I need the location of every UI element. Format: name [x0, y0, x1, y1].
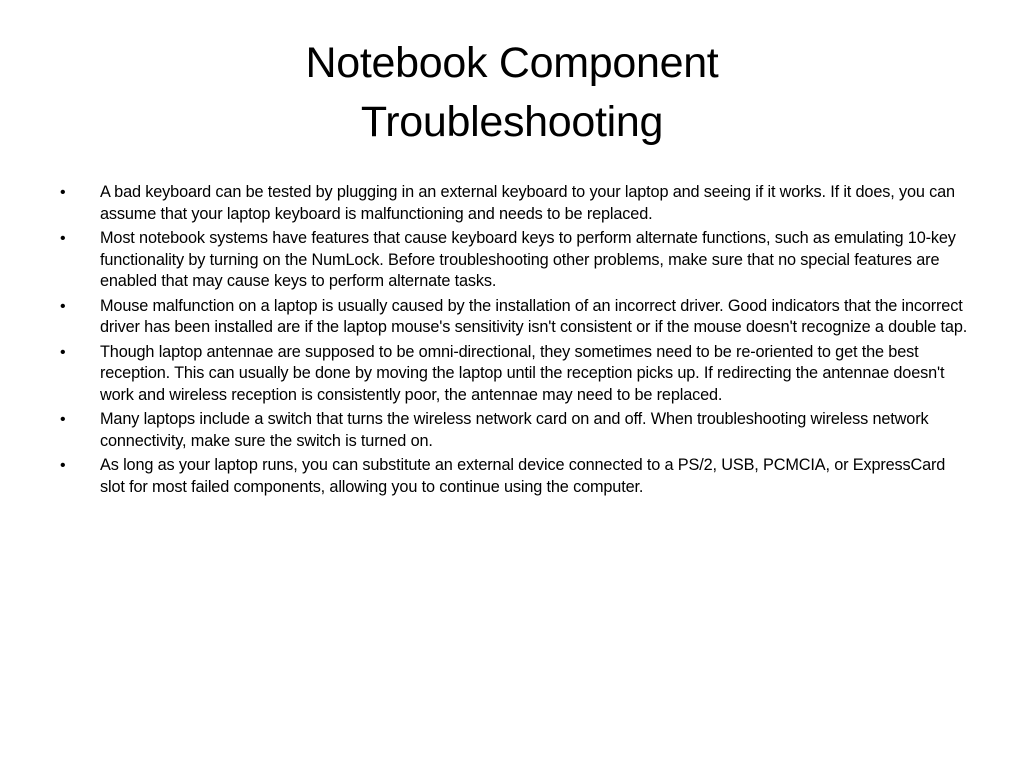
slide-title: [60, 34, 964, 152]
bullet-icon: •: [60, 297, 66, 315]
bullet-text: Mouse malfunction on a laptop is usually caused by the installation of an incorrect driver. Good indicators that the incorrect driver has been installed are if the laptop mouse's sensitivity isn't consistent or if the mouse doesn't recognize a double tap.: [100, 296, 968, 336]
bullet-text: As long as your laptop runs, you can substitute an external device connected to a PS/2, USB, PCMCIA, or ExpressCard slot for most failed components, allowing you to continue using the computer.: [100, 456, 946, 496]
bullet-icon: •: [60, 184, 66, 201]
bullet-text: Though laptop antennae are supposed to be omni-directional, they sometimes need to be re-oriented to get the best reception. This can usually be done by moving the laptop until the reception picks up. If redirecting the antennae doesn't work and wireless reception is consistently poor, the antennae may need to be replaced.: [100, 342, 945, 404]
bullet-text: A bad keyboard can be tested by plugging in an external keyboard to your laptop and seeing if it works. If it does, you can assume that your laptop keyboard is malfunctioning and needs to be replaced.: [100, 183, 955, 223]
bullet-text: Most notebook systems have features that cause keyboard keys to perform alternate functions, such as emulating 10-key functionality by turning on the NumLock. Before troubleshooting other problems, make sure that no special features are enabled that may cause keys to perform alternate tasks.: [100, 229, 956, 290]
slide-title-line-1: Notebook Component: [305, 39, 719, 87]
bullet-text: Many laptops include a switch that turns the wireless network card on and off. When troubleshooting wireless network connectivity, make sure the switch is turned on.: [100, 410, 929, 450]
bullet-item-external-device: [60, 455, 970, 498]
bullet-list: [60, 182, 970, 501]
slide-title-line-2: Troubleshooting: [360, 98, 664, 146]
bullet-item-alternate-functions: [60, 228, 970, 293]
bullet-item-mouse: [60, 296, 970, 339]
bullet-icon: •: [60, 343, 66, 361]
bullet-item-wireless-switch: [60, 409, 970, 452]
bullet-icon: •: [60, 457, 66, 474]
bullet-icon: •: [60, 411, 66, 428]
bullet-item-antennae: [60, 342, 970, 407]
bullet-item-keyboard: [60, 182, 970, 225]
bullet-icon: •: [60, 230, 66, 247]
